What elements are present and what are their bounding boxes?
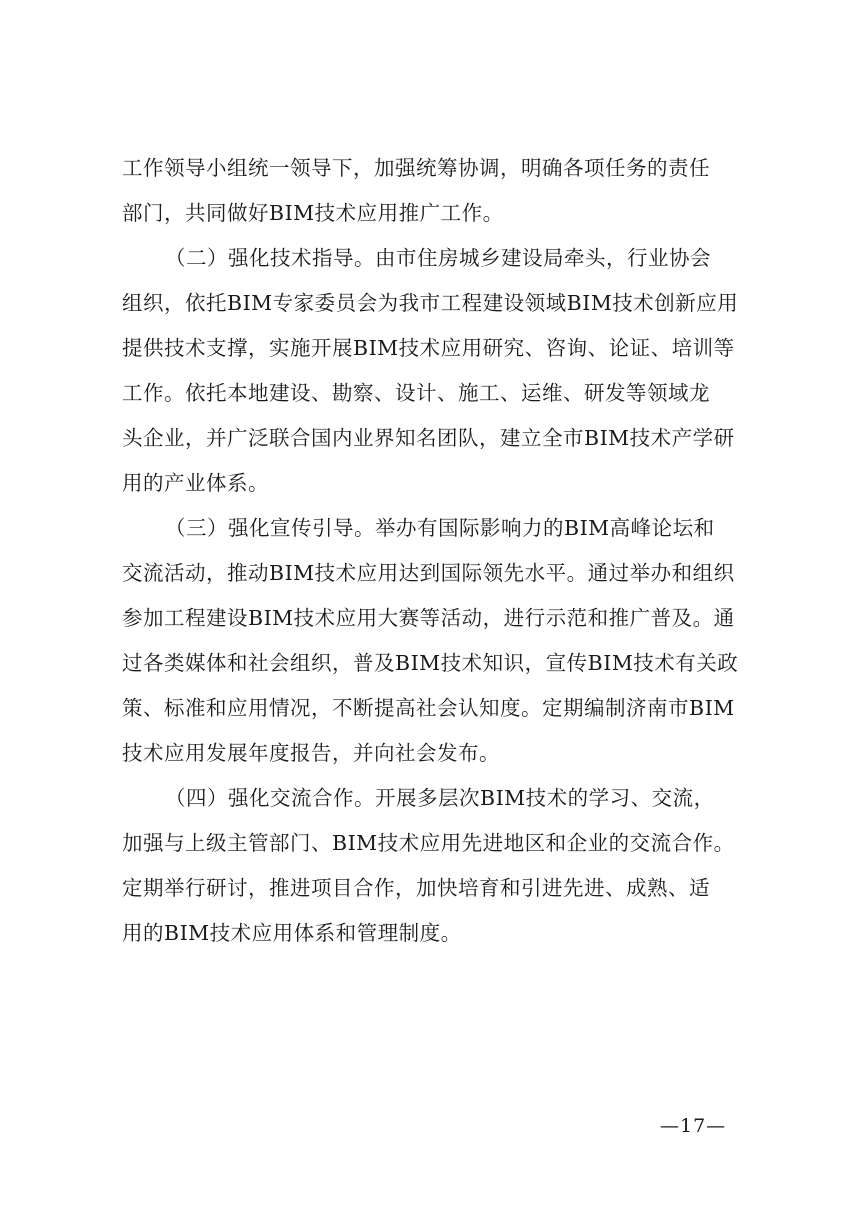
text-line: 部门，共同做好BIM技术应用推广工作。: [122, 201, 504, 225]
page-number: —17—: [660, 1115, 727, 1137]
text-line: 工作领导小组统一领导下，加强统筹协调，明确各项任务的责任: [122, 156, 710, 180]
text-line: 技术应用发展年度报告，并向社会发布。: [122, 741, 500, 765]
text-line: 组织，依托BIM专家委员会为我市工程建设领域BIM技术创新应用: [122, 291, 739, 315]
section-three-heading-line: （三）强化宣传引导。举办有国际影响力的BIM高峰论坛和: [165, 516, 715, 540]
section-two-heading-line: （二）强化技术指导。由市住房城乡建设局牵头，行业协会: [165, 246, 711, 270]
text-line: 提供技术支撑，实施开展BIM技术应用研究、咨询、论证、培训等: [122, 336, 735, 360]
text-line: 参加工程建设BIM技术应用大赛等活动，进行示范和推广普及。通: [122, 606, 735, 630]
text-line: 头企业，并广泛联合国内业界知名团队，建立全市BIM技术产学研: [122, 426, 735, 450]
text-line: 用的产业体系。: [122, 471, 269, 495]
text-line: 过各类媒体和社会组织，普及BIM技术知识，宣传BIM技术有关政: [122, 651, 739, 675]
text-line: 加强与上级主管部门、BIM技术应用先进地区和企业的交流合作。: [122, 831, 735, 855]
section-four-heading-line: （四）强化交流合作。开展多层次BIM技术的学习、交流，: [165, 786, 715, 810]
text-line: 交流活动，推动BIM技术应用达到国际领先水平。通过举办和组织: [122, 561, 735, 585]
text-line: 工作。依托本地建设、勘察、设计、施工、运维、研发等领域龙: [122, 381, 710, 405]
text-line: 定期举行研讨，推进项目合作，加快培育和引进先进、成熟、适: [122, 876, 710, 900]
text-line: 用的BIM技术应用体系和管理制度。: [122, 921, 462, 945]
text-line: 策、标准和应用情况，不断提高社会认知度。定期编制济南市BIM: [122, 696, 735, 720]
